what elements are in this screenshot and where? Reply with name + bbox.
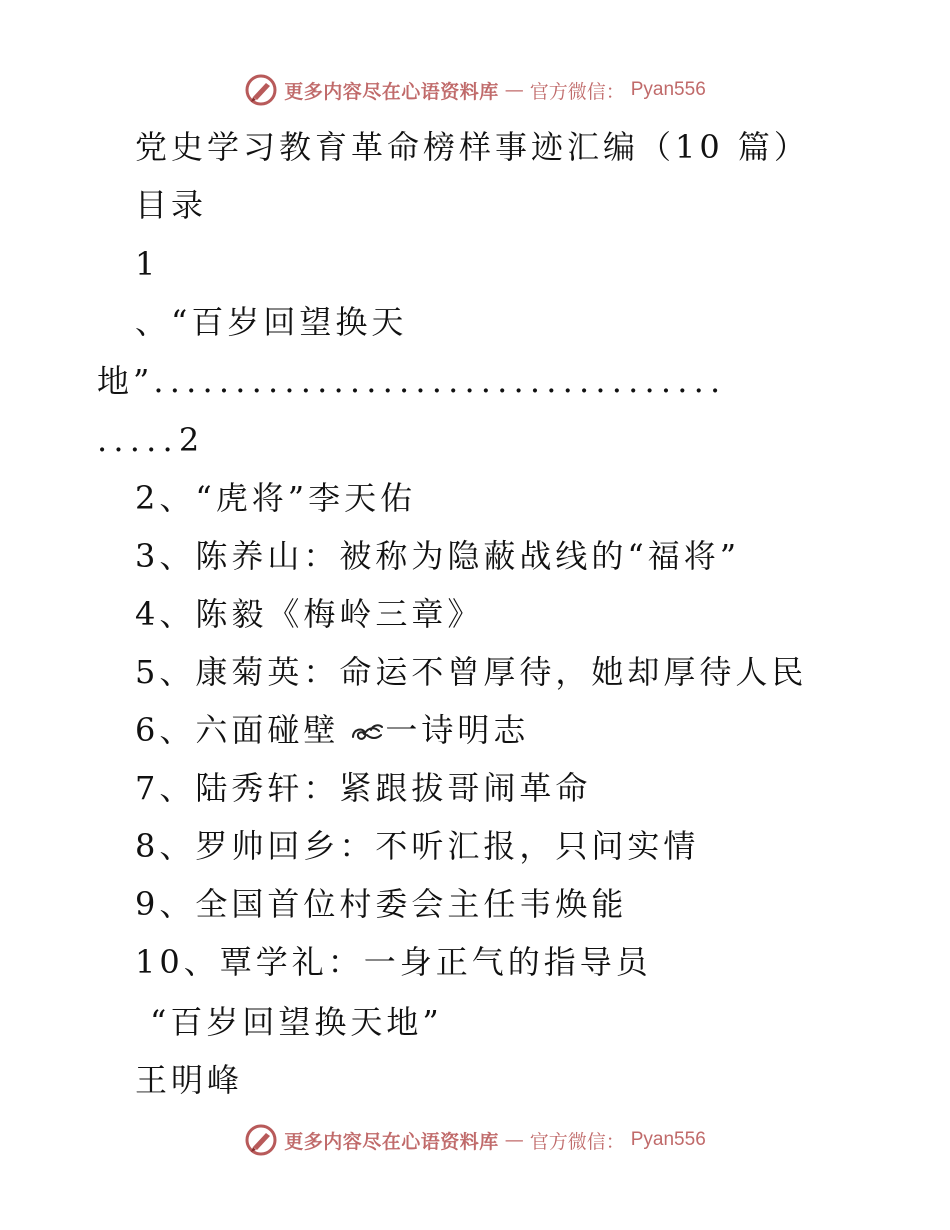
watermark-text: 更多内容尽在心语资料库 — [284, 80, 499, 103]
watermark-dash: — — [504, 1129, 524, 1151]
toc-item-6-part1: 6、六面碰壁 — [135, 711, 340, 749]
watermark-contact-label: 官方微信： — [529, 80, 625, 103]
watermark-wechat-id: Pyan556 — [630, 79, 706, 100]
footer-watermark — [0, 1120, 950, 1160]
toc-item-5: 5、康菊英：命运不曾厚待，她却厚待人民 — [135, 653, 808, 691]
toc-item-10: 10、覃学礼：一身正气的指导员 — [135, 943, 652, 981]
pen-logo-icon — [244, 1123, 278, 1157]
toc-item-1-page: 2 — [178, 421, 204, 459]
toc-item-3: 3、陈养山：被称为隐蔽战线的“福将” — [135, 537, 741, 575]
toc-leader-dots: ..... — [97, 421, 179, 459]
toc-item-6 — [135, 710, 529, 750]
toc-item-1-title-part1: 、“百岁回望换天 — [135, 303, 408, 341]
article-author: 王明峰 — [135, 1061, 244, 1099]
toc-heading: 目录 — [135, 186, 208, 224]
watermark-wechat-id: Pyan556 — [630, 1129, 706, 1150]
toc-item-8: 8、罗帅回乡：不听汇报，只问实情 — [135, 827, 700, 865]
header-watermark — [0, 70, 950, 110]
toc-item-2: 2、“虎将”李天佑 — [135, 479, 417, 517]
toc-leader-dots: ................................... — [153, 362, 727, 400]
toc-item-7: 7、陆秀轩：紧跟拔哥闹革命 — [135, 769, 592, 807]
toc-item-4: 4、陈毅《梅岭三章》 — [135, 595, 484, 633]
watermark-dash: — — [504, 79, 524, 101]
document-title: 党史学习教育革命榜样事迹汇编（10 篇） — [135, 128, 810, 166]
watermark-text: 更多内容尽在心语资料库 — [284, 1130, 499, 1153]
swirl-ornament-icon — [349, 721, 385, 745]
toc-item-9: 9、全国首位村委会主任韦焕能 — [135, 885, 628, 923]
toc-item-1-text: 地” — [97, 362, 154, 400]
pen-logo-icon — [244, 73, 278, 107]
toc-item-1-page-line — [97, 420, 203, 460]
toc-item-1-number: 1 — [135, 245, 160, 283]
article-title: “百岁回望换天地” — [150, 1003, 443, 1041]
toc-item-6-part2: 一诗明志 — [385, 711, 530, 749]
watermark-contact-label: 官方微信： — [529, 1130, 625, 1153]
toc-item-1-title-part2 — [97, 361, 726, 401]
